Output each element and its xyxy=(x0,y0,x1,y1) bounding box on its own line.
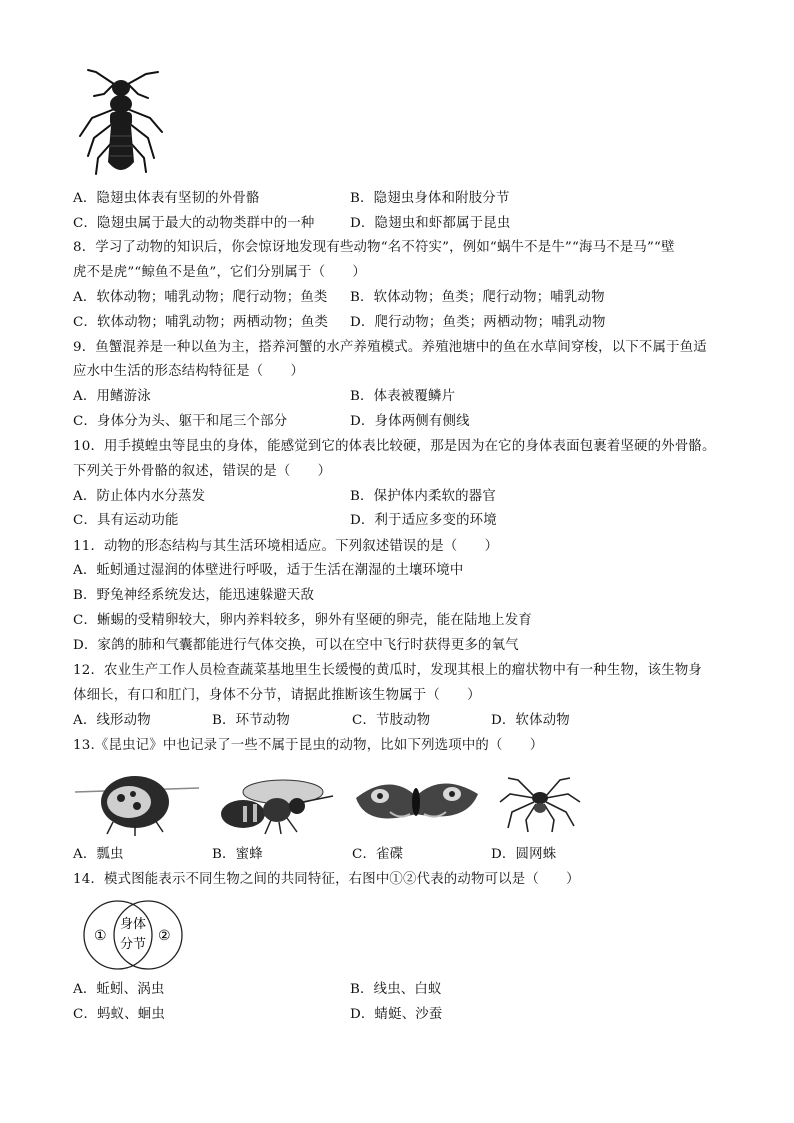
q8-option-d: D．爬行动物；鱼类；两栖动物；哺乳动物 xyxy=(350,315,606,330)
q12-stem-line2: 体细长，有口和肛门，身体不分节，请据此推断该生物属于（ ） xyxy=(73,688,481,703)
venn-right-label: ② xyxy=(158,928,171,944)
q9-option-a: A．用鳍游泳 xyxy=(73,389,151,404)
q10-stem-line1: 10．用手摸蝗虫等昆虫的身体，能感觉到它的体表比较硬，那是因为在它的身体表面包裹着坚硬的外骨骼。 xyxy=(73,439,716,454)
q7-option-b: B．隐翅虫身体和附肢分节 xyxy=(350,191,510,206)
q9-option-d: D．身体两侧有侧线 xyxy=(350,414,470,429)
q12-option-a: A．线形动物 xyxy=(73,713,151,728)
q11-stem: 11．动物的形态结构与其生活环境相适应。下列叙述错误的是（ ） xyxy=(73,539,499,554)
rove-beetle-figure xyxy=(74,66,170,178)
q12-option-d: D．软体动物 xyxy=(491,713,570,728)
q8-option-b: B．软体动物；鱼类；爬行动物；哺乳动物 xyxy=(350,290,605,305)
q7-option-a: A．隐翅虫体表有坚韧的外骨骼 xyxy=(73,191,260,206)
q9-stem-line1: 9．鱼蟹混养是一种以鱼为主，搭养河蟹的水产养殖模式。养殖池塘中的鱼在水草间穿梭，以下不属于鱼适 xyxy=(73,340,707,355)
q13-option-a: A．瓢虫 xyxy=(73,847,124,862)
q9-option-c: C．身体分为头、躯干和尾三个部分 xyxy=(73,414,288,429)
q9-stem-line2: 应水中生活的形态结构特征是（ ） xyxy=(73,364,305,379)
q14-option-a: A．蚯蚓、涡虫 xyxy=(73,982,165,997)
q9-option-b: B．体表被覆鳞片 xyxy=(350,389,456,404)
q10-option-a: A．防止体内水分蒸发 xyxy=(73,489,206,504)
q8-option-a: A．软体动物；哺乳动物；爬行动物；鱼类 xyxy=(73,290,328,305)
q14-stem: 14．模式图能表示不同生物之间的共同特征，右图中①②代表的动物可以是（ ） xyxy=(73,872,580,887)
q11-option-b: B．野兔神经系统发达，能迅速躲避天敌 xyxy=(73,588,315,603)
q14-option-b: B．线虫、白蚁 xyxy=(350,982,442,997)
venn-diagram xyxy=(76,898,188,972)
q8-option-c: C．软体动物；哺乳动物；两栖动物；鱼类 xyxy=(73,315,329,330)
butterfly-image xyxy=(350,768,482,838)
honeybee-image xyxy=(213,776,341,838)
q11-option-d: D．家鸽的肺和气囊都能进行气体交换，可以在空中飞行时获得更多的氧气 xyxy=(73,638,519,653)
q10-stem-line2: 下列关于外骨骼的叙述，错误的是（ ） xyxy=(73,464,332,479)
q13-option-c: C．雀碟 xyxy=(352,847,404,862)
q10-option-b: B．保护体内柔软的器官 xyxy=(350,489,496,504)
orb-spider-image xyxy=(494,768,586,834)
q10-option-d: D．利于适应多变的环境 xyxy=(350,513,497,528)
q8-stem-line1: 8．学习了动物的知识后，你会惊讶地发现有些动物“名不符实”，例如“蜗牛不是牛”“海马不是马”“壁 xyxy=(73,240,675,255)
q13-stem: 13.《昆虫记》中也记录了一些不属于昆虫的动物，比如下列选项中的（ ） xyxy=(73,738,544,753)
q7-option-c: C．隐翅虫属于最大的动物类群中的一种 xyxy=(73,216,315,231)
q10-option-c: C．具有运动功能 xyxy=(73,513,179,528)
q12-stem-line1: 12．农业生产工作人员检查蔬菜基地里生长缓慢的黄瓜时，发现其根上的瘤状物中有一种生物，该生物身 xyxy=(73,663,703,678)
q7-option-d: D．隐翅虫和虾都属于昆虫 xyxy=(350,216,511,231)
q8-stem-line2: 虎不是虎”“鲸鱼不是鱼”，它们分别属于（ ） xyxy=(73,265,366,280)
q11-option-a: A．蚯蚓通过湿润的体壁进行呼吸，适于生活在潮湿的土壤环境中 xyxy=(73,563,464,578)
venn-left-label: ① xyxy=(94,928,107,944)
ladybug-image xyxy=(73,762,201,840)
q13-option-b: B．蜜蜂 xyxy=(212,847,263,862)
q14-option-d: D．蜻蜓、沙蚕 xyxy=(350,1007,443,1022)
q13-option-d: D．圆网蛛 xyxy=(491,847,557,862)
q11-option-c: C．蜥蜴的受精卵较大，卵内养料较多，卵外有坚硬的卵壳，能在陆地上发育 xyxy=(73,613,532,628)
venn-center-label-1: 身体 xyxy=(120,917,147,932)
q14-option-c: C．蚂蚁、蛔虫 xyxy=(73,1007,165,1022)
q12-option-b: B．环节动物 xyxy=(212,713,290,728)
q12-option-c: C．节肢动物 xyxy=(352,713,431,728)
venn-center-label-2: 分节 xyxy=(120,937,147,952)
